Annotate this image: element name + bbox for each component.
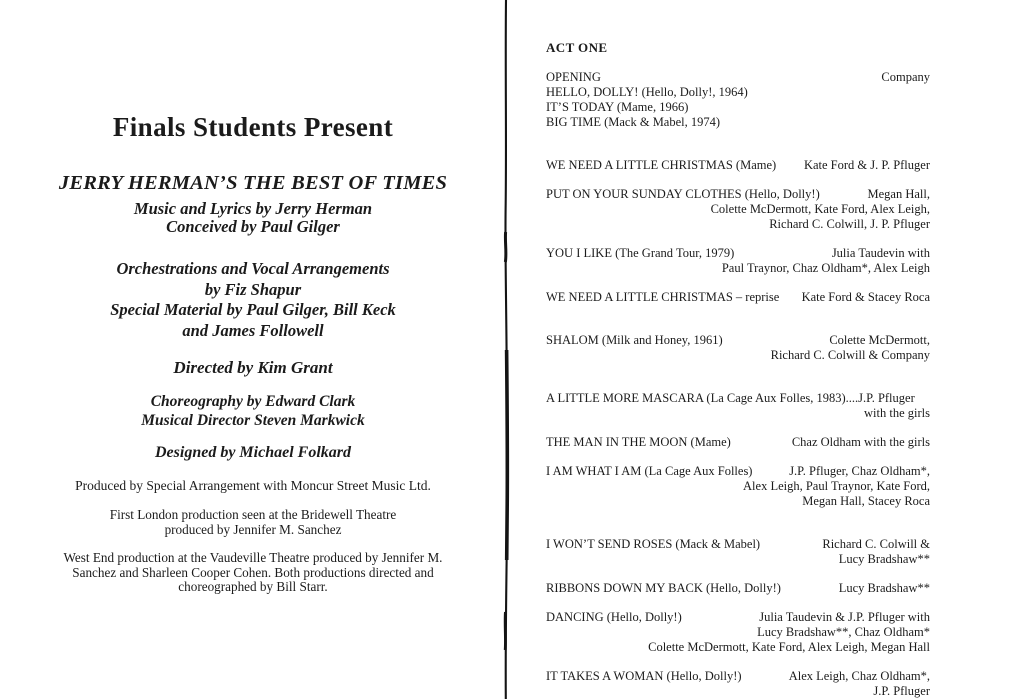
song-performers: J.P. Pfluger, Chaz Oldham*, — [789, 464, 930, 478]
designed-credit: Designed by Michael Folkard — [155, 444, 351, 461]
song-entry-opening — [546, 70, 930, 130]
song-performers: Colette McDermott, — [829, 333, 930, 347]
song-entry — [546, 333, 930, 363]
song-performers-continuation: Richard C. Colwill, J. P. Pfluger — [769, 217, 930, 231]
song-row — [546, 158, 930, 173]
song-row — [546, 581, 930, 596]
orchestrations-line: by Fiz Shapur — [204, 279, 302, 299]
show-title: JERRY HERMAN’S THE BEST OF TIMES — [58, 172, 448, 194]
song-entry — [546, 391, 930, 421]
byline-music: Music and Lyrics by Jerry Herman — [133, 199, 373, 218]
song-entry — [546, 187, 930, 232]
london-production-note — [28, 507, 478, 537]
song-entry — [546, 246, 930, 276]
song-entry — [546, 435, 930, 450]
special-material-line: Special Material by Paul Gilger, Bill Keck — [110, 300, 396, 319]
song-title: RIBBONS DOWN MY BACK (Hello, Dolly!) — [546, 581, 781, 595]
left-page-credits — [28, 0, 478, 699]
song-performers: Julia Taudevin & J.P. Pfluger with — [759, 610, 930, 624]
song-performers: Kate Ford & J. P. Pfluger — [803, 158, 930, 172]
song-title: DANCING (Hello, Dolly!) — [546, 610, 682, 624]
song-performers: Julia Taudevin with — [831, 246, 930, 260]
song-performers-continuation: Richard C. Colwill & Company — [770, 348, 930, 362]
song-row — [546, 537, 930, 552]
song-row — [546, 435, 930, 450]
medley-line: BIG TIME (Mack & Mabel, 1974) — [546, 115, 721, 129]
westend-note-line: West End production at the Vaudeville Theatre produced by Jennifer M. — [63, 550, 443, 565]
song-performers-continuation: Colette McDermott, Kate Ford, Alex Leigh, Megan Hall — [648, 640, 930, 654]
song-performers: Lucy Bradshaw** — [838, 581, 930, 595]
song-row — [546, 70, 930, 85]
choreography-credit: Choreography by Edward Clark — [150, 393, 356, 410]
song-entry — [546, 610, 930, 655]
song-performers-continuation: Megan Hall, Stacey Roca — [802, 494, 930, 508]
song-title: WE NEED A LITTLE CHRISTMAS – reprise — [546, 290, 780, 304]
song-performers-continuation: Lucy Bradshaw** — [838, 552, 930, 566]
westend-production-note — [28, 551, 478, 595]
song-entry — [546, 581, 930, 596]
song-performers-continuation: J.P. Pfluger — [873, 684, 930, 698]
song-performers: Company — [881, 70, 930, 84]
song-row — [546, 610, 930, 625]
song-entry — [546, 537, 930, 567]
song-performers: Kate Ford & Stacey Roca — [801, 290, 930, 304]
song-title: THE MAN IN THE MOON (Mame) — [546, 435, 731, 449]
london-note-line: First London production seen at the Bridewell Theatre — [109, 507, 397, 522]
song-performers-continuation: Paul Traynor, Chaz Oldham*, Alex Leigh — [721, 261, 930, 275]
directed-credit: Directed by Kim Grant — [173, 358, 333, 377]
song-performers-continuation: Alex Leigh, Paul Traynor, Kate Ford, — [743, 479, 930, 493]
song-entry — [546, 290, 930, 305]
london-note-line: produced by Jennifer M. Sanchez — [164, 522, 342, 537]
song-title: I WON’T SEND ROSES (Mack & Mabel) — [546, 537, 761, 551]
song-title: I AM WHAT I AM (La Cage Aux Folles) — [546, 464, 753, 478]
song-entry — [546, 464, 930, 509]
song-row — [546, 187, 930, 202]
special-material-line: and James Followell — [182, 320, 324, 340]
orchestrations-block — [28, 259, 478, 341]
song-title: OPENING — [546, 70, 601, 84]
song-title: SHALOM (Milk and Honey, 1961) — [546, 333, 723, 347]
song-title: A LITTLE MORE MASCARA (La Cage Aux Folles, 1983)....J.P. Pfluger — [546, 391, 915, 405]
byline-conceived: Conceived by Paul Gilger — [166, 216, 340, 236]
medley-line: IT’S TODAY (Mame, 1966) — [546, 100, 689, 114]
song-title: WE NEED A LITTLE CHRISTMAS (Mame) — [546, 158, 777, 172]
song-performers-continuation: with the girls — [864, 406, 930, 420]
song-row — [546, 290, 930, 305]
choreography-block — [28, 393, 478, 430]
song-title: PUT ON YOUR SUNDAY CLOTHES (Hello, Dolly!) — [546, 187, 820, 201]
westend-note-line: choreographed by Bill Starr. — [178, 579, 328, 594]
song-row — [546, 333, 930, 348]
presenter-title: Finals Students Present — [112, 112, 394, 142]
westend-note-line: Sanchez and Sharleen Cooper Cohen. Both productions directed and — [72, 564, 434, 580]
song-performers: Richard C. Colwill & — [822, 537, 930, 551]
song-performers: Alex Leigh, Chaz Oldham*, — [788, 669, 930, 683]
right-page-song-list — [546, 0, 930, 699]
song-entry — [546, 158, 930, 173]
song-title: IT TAKES A WOMAN (Hello, Dolly!) — [546, 669, 742, 683]
song-title: YOU I LIKE (The Grand Tour, 1979) — [546, 246, 735, 260]
act-heading: ACT ONE — [546, 40, 608, 55]
song-row — [546, 464, 930, 479]
musical-director-credit: Musical Director Steven Markwick — [141, 411, 365, 429]
produced-arrangement: Produced by Special Arrangement with Moncur Street Music Ltd. — [75, 478, 431, 493]
byline-block — [28, 200, 478, 235]
song-row — [546, 246, 930, 261]
medley-line: HELLO, DOLLY! (Hello, Dolly!, 1964) — [546, 85, 748, 99]
song-performers: Chaz Oldham with the girls — [791, 435, 930, 449]
song-performers-continuation: Colette McDermott, Kate Ford, Alex Leigh, — [710, 202, 930, 216]
page-fold-line — [498, 0, 514, 699]
song-performers: Megan Hall, — [867, 187, 930, 201]
orchestrations-line: Orchestrations and Vocal Arrangements — [116, 259, 390, 278]
song-entry — [546, 669, 930, 699]
song-performers-continuation: Lucy Bradshaw**, Chaz Oldham* — [757, 625, 930, 639]
song-row — [546, 669, 930, 684]
